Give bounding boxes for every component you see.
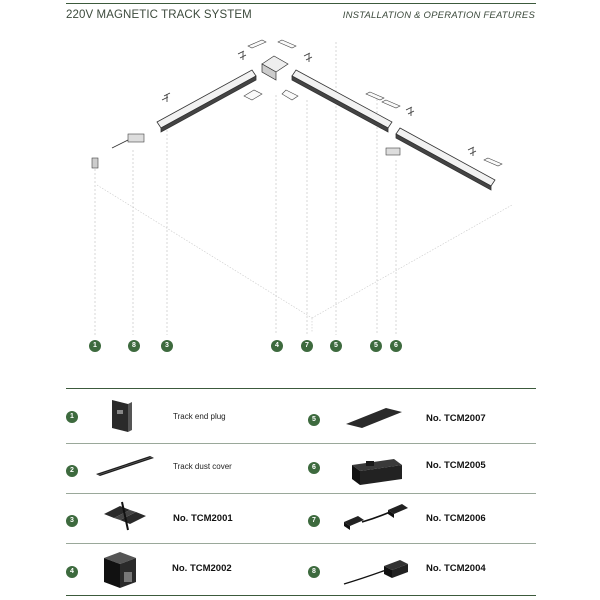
ceiling-bracket-icon [100,500,150,534]
callout-badge-5b: 5 [370,340,382,352]
page-title: 220V MAGNETIC TRACK SYSTEM [66,9,252,21]
corner-connector [262,56,288,80]
part-badge-7: 7 [308,515,320,527]
corner-connector-icon [100,550,140,590]
small-parts [92,40,502,168]
track-far-right [396,128,495,190]
part-label-1: Track end plug [173,412,226,421]
page-subtitle: INSTALLATION & OPERATION FEATURES [342,10,535,21]
callout-badge-7: 7 [301,340,313,352]
callout-badge-8: 8 [128,340,140,352]
ceiling-plane [97,185,512,332]
part-badge-1: 1 [66,411,78,423]
part-code-3: No. TCM2001 [173,513,233,524]
power-connector-icon [348,453,404,487]
part-badge-6: 6 [308,462,320,474]
table-rule-1 [66,443,536,444]
part-badge-3: 3 [66,515,78,527]
part-code-8: No. TCM2004 [426,563,486,574]
part-badge-8: 8 [308,566,320,578]
part-code-7: No. TCM2006 [426,513,486,524]
end-plug-icon [108,398,134,434]
track-left [157,70,256,132]
table-top-rule [66,388,536,389]
straight-plate-icon [344,406,404,428]
callout-badge-1: 1 [89,340,101,352]
callout-badge-5: 5 [330,340,342,352]
part-code-4: No. TCM2002 [172,563,232,574]
part-label-2: Track dust cover [173,462,232,471]
part-code-6: No. TCM2005 [426,460,486,471]
part-badge-2: 2 [66,465,78,477]
part-badge-4: 4 [66,566,78,578]
callout-badge-6: 6 [390,340,402,352]
feed-cable [112,140,128,148]
table-bottom-rule [66,595,536,596]
part-badge-5: 5 [308,414,320,426]
callout-badge-4: 4 [271,340,283,352]
power-feed-icon [340,552,414,588]
callout-badge-3: 3 [161,340,173,352]
dust-cover-icon [94,454,156,478]
table-rule-2 [66,493,536,494]
table-rule-3 [66,543,536,544]
flexible-connector-icon [340,500,414,534]
part-code-5: No. TCM2007 [426,413,486,424]
